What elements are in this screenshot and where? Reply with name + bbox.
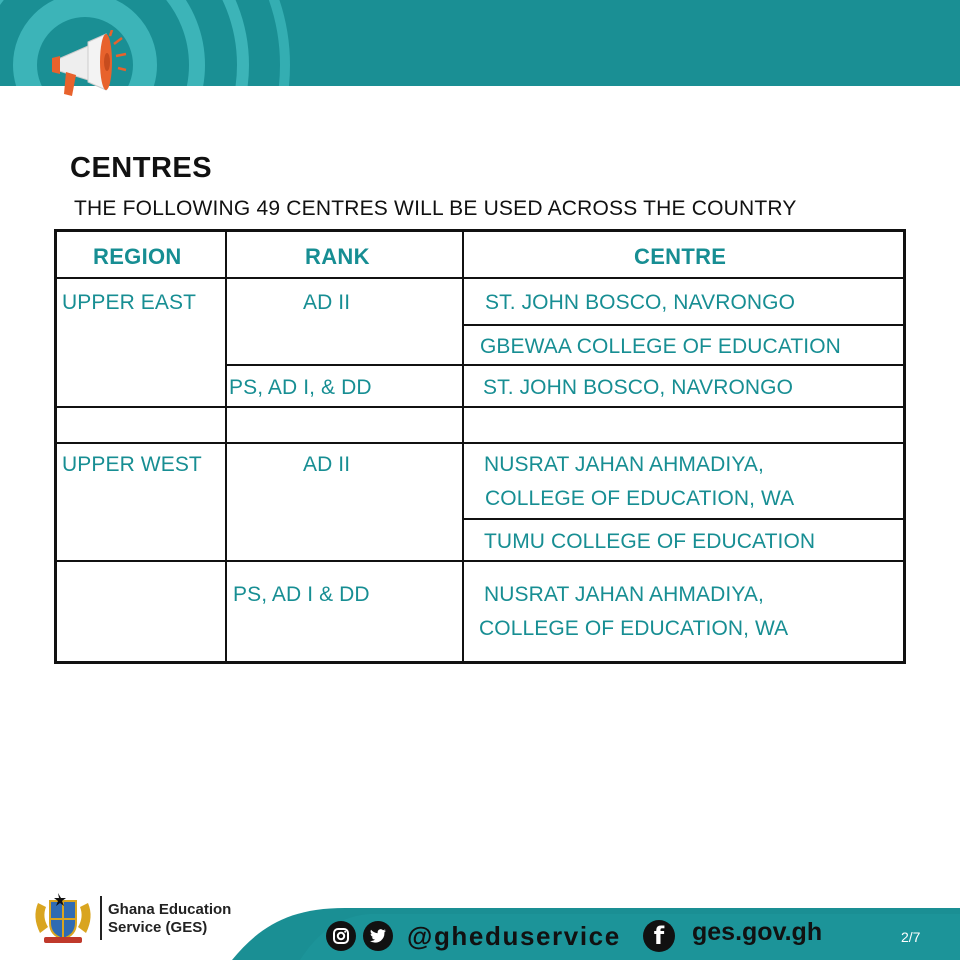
centre-upper-east-3: ST. JOHN BOSCO, NAVRONGO — [483, 376, 794, 399]
rank-upper-east-ps: PS, AD I, & DD — [229, 376, 372, 399]
org-name-line2: Service (GES) — [108, 919, 208, 936]
org-name-line1: Ghana Education — [108, 901, 232, 918]
header-region: REGION — [93, 244, 182, 269]
social-handle[interactable]: @gheduservice — [407, 920, 621, 951]
rank-upper-west-ad2: AD II — [303, 453, 351, 476]
ghana-coat-of-arms-icon — [30, 893, 96, 945]
centre-upper-west-1a: NUSRAT JAHAN AHMADIYA, — [484, 453, 764, 476]
rank-upper-east-ad2: AD II — [303, 291, 351, 314]
centre-upper-west-3b: COLLEGE OF EDUCATION, WA — [479, 617, 789, 640]
region-upper-east: UPPER EAST — [62, 291, 197, 314]
website-link[interactable]: ges.gov.gh — [692, 918, 823, 946]
org-divider — [100, 896, 102, 940]
page-title: CENTRES — [70, 152, 213, 184]
centre-upper-west-1b: COLLEGE OF EDUCATION, WA — [485, 487, 795, 510]
region-upper-west: UPPER WEST — [62, 453, 202, 476]
org-name — [108, 901, 231, 937]
centre-upper-west-3a: NUSRAT JAHAN AHMADIYA, — [484, 583, 764, 606]
facebook-icon[interactable]: f — [643, 920, 675, 952]
header-centre: CENTRE — [634, 244, 727, 269]
centre-upper-east-2: GBEWAA COLLEGE OF EDUCATION — [480, 335, 841, 358]
rank-upper-west-ps: PS, AD I & DD — [233, 583, 370, 606]
centre-upper-east-1: ST. JOHN BOSCO, NAVRONGO — [485, 291, 796, 314]
page-subtitle: THE FOLLOWING 49 CENTRES WILL BE USED ACROSS THE COUNTRY — [74, 197, 797, 220]
centre-upper-west-2: TUMU COLLEGE OF EDUCATION — [484, 530, 816, 553]
instagram-icon[interactable] — [326, 921, 356, 951]
header-rank: RANK — [305, 244, 370, 269]
page-indicator: 2/7 — [901, 929, 921, 945]
twitter-icon[interactable] — [363, 921, 393, 951]
social-bar — [326, 918, 621, 954]
